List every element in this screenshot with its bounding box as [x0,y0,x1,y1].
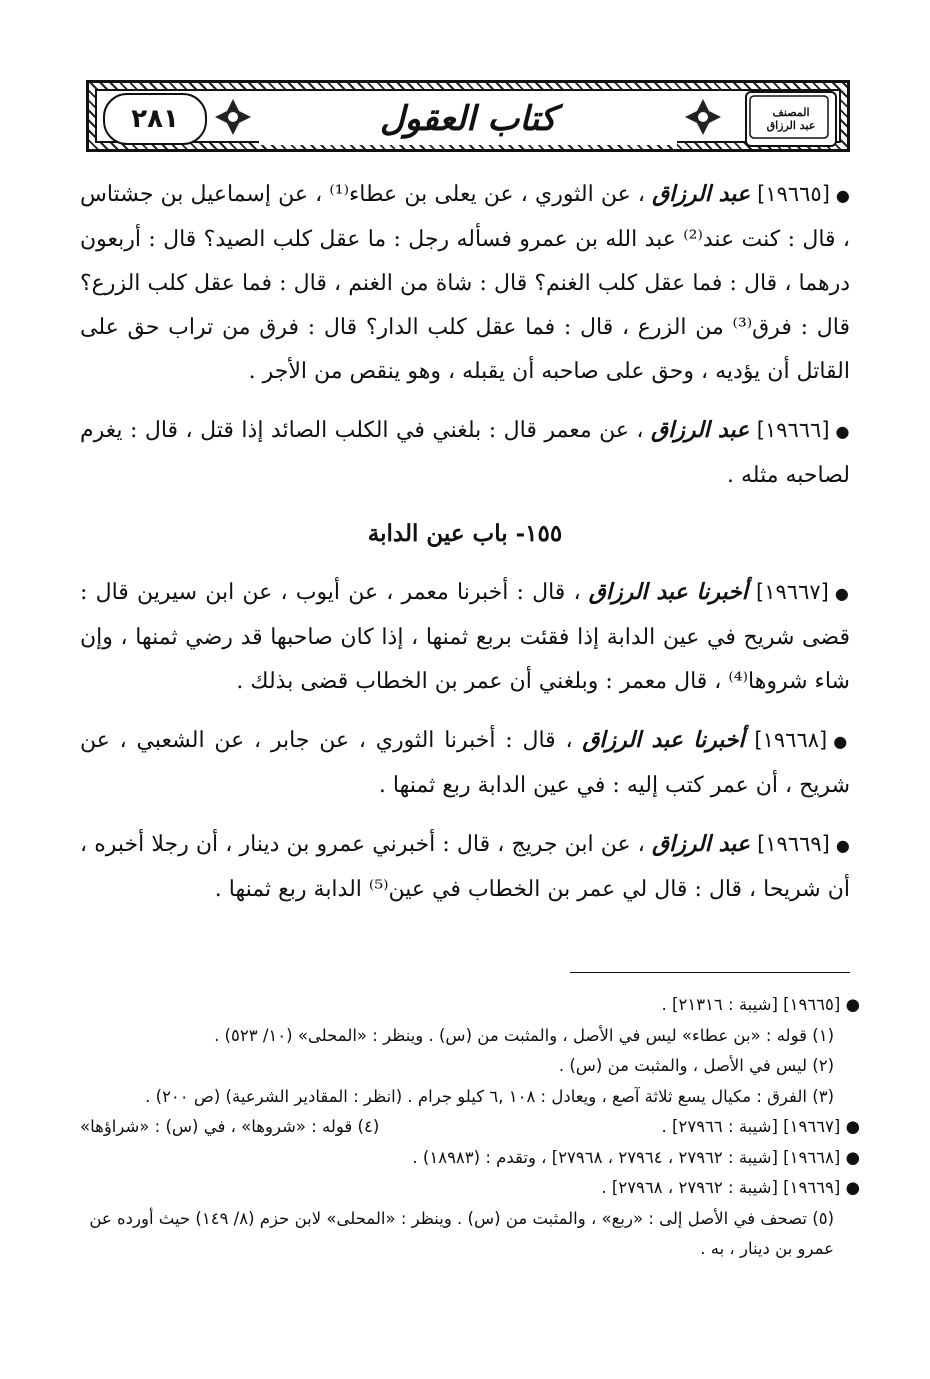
bullet-icon: ● [833,732,850,751]
entry-source: عبد الرزاق [652,831,750,857]
page-number [103,93,207,145]
footnotes [80,990,860,1265]
bullet-icon: ● [835,186,851,205]
footnote-line: (٢) ليس في الأصل ، والمثبت من (س) . [558,1056,834,1075]
entry-source: عبد الرزاق [652,181,750,207]
page-number-text: ٢٨١ [131,104,179,134]
footnote-line: (١) قوله : «بن عطاء» ليس في الأصل ، والمثبت من (س) . وينظر : «المحلى» (١٠/ ٥٢٣) . [214,1025,834,1045]
ornament-icon [683,97,723,137]
main-text [80,172,850,926]
entry-ref: [١٩٦٦٨] [754,728,828,752]
hadith-entry [80,718,850,808]
footnote-line: ● [١٩٦٦٥] [شيبة : ٢١٣١٦] . [661,995,860,1014]
hadith-entry [80,172,850,394]
hadith-entry [80,408,850,498]
book-title [259,93,677,145]
entry-text: ، قال : أخبرنا معمر ، عن أيوب ، عن ابن سيرين قال : قضى شريح في عين الدابة إذا فقئت بربع ثمنها ، إذا كان صاحبها قد رضي ثمنها ، وإن شاء شروها⁽⁴⁾ ، قال معمر : وبلغني أن عمر بن الخطاب قضى بذلك . [80,580,850,694]
hadith-entry [80,570,850,704]
footnote-line: ● [١٩٦٦٩] [شيبة : ٢٧٩٦٢ ، ٢٧٩٦٨] . [601,1178,860,1197]
entry-ref: [١٩٦٦٧] [756,580,829,604]
emblem-text: المصنف عبد الرزاق [766,106,816,132]
entry-text: ، قال : أخبرنا الثوري ، عن جابر ، عن الشعبي ، عن شريح ، أن عمر كتب إليه : في عين الدابة ربع ثمنها . [80,728,850,798]
entry-text: ، عن الثوري ، عن يعلى بن عطاء⁽¹⁾ ، عن إسماعيل بن جشتاس ، قال : كنت عند⁽²⁾ عبد الله بن عمرو فسأله رجل : ما عقل كلب الصيد؟ قال : أربعون درهما ، قال : فما عقل كلب الغنم؟ قال : شاة من الغنم ، قال : فما عقل كلب الزرع؟ قال : فرق⁽³⁾ من الزرع ، قال : فما عقل كلب الدار؟ قال : فرق من تراب حق على القاتل أن يؤديه ، وحق على صاحبه أن يقبله ، وهو ينقص من الأجر . [80,182,851,384]
footnote-line: (٣) الفرق : مكيال يسع ثلاثة آصع ، ويعادل : ١٠٨ ,٦ كيلو جرام . (انظر : المقادير الشرعية) (ص ٢٠٠) . [145,1086,834,1106]
footnote-line [80,1112,860,1143]
book-title-text: كتاب العقول [379,99,557,139]
entry-ref: [١٩٦٦٥] [757,182,830,206]
entry-ref: [١٩٦٦٩] [757,832,830,856]
bullet-icon: ● [835,422,850,441]
chapter-heading: ١٥٥- باب عين الدابة [367,520,563,547]
footnote-part: (٤) قوله : «شروها» ، في (س) : «شراؤها» [80,1117,380,1136]
entry-source: عبد الرزاق [651,417,750,443]
footnote-line: ● [١٩٦٦٨] [شيبة : ٢٧٩٦٢ ، ٢٧٩٦٤ ، ٢٧٩٦٨] ، وتقدم : (١٨٩٨٣) . [412,1147,860,1167]
bullet-icon: ● [834,584,851,603]
bullet-icon: ● [835,836,850,855]
footnote-line: (٥) تصحف في الأصل إلى : «ربع» ، والمثبت من (س) . وينظر : «المحلى» لابن حزم (٨/ ١٤٩) حيث أورده عن عمرو بن دينار ، به . [89,1208,834,1258]
entry-source: أخبرنا عبد الرزاق [588,579,748,605]
book-emblem [745,91,837,147]
ornament-icon [213,97,253,137]
entry-text: ، عن معمر قال : بلغني في الكلب الصائد إذا قتل ، قال : يغرم لصاحبه مثله . [80,418,850,488]
footnote-divider [570,972,850,973]
page-header [86,80,850,152]
entry-text: ، عن ابن جريج ، قال : أخبرني عمرو بن دينار ، أن رجلا أخبره ، أن شريحا ، قال : قال لي عمر بن الخطاب في عين⁽⁵⁾ الدابة ربع ثمنها . [80,832,850,902]
entry-ref: [١٩٦٦٦] [756,418,830,442]
footnote-part: ● [١٩٦٦٧] [شيبة : ٢٧٩٦٦] . [661,1117,860,1136]
entry-source: أخبرنا عبد الرزاق [582,727,745,753]
hadith-entry [80,822,850,912]
